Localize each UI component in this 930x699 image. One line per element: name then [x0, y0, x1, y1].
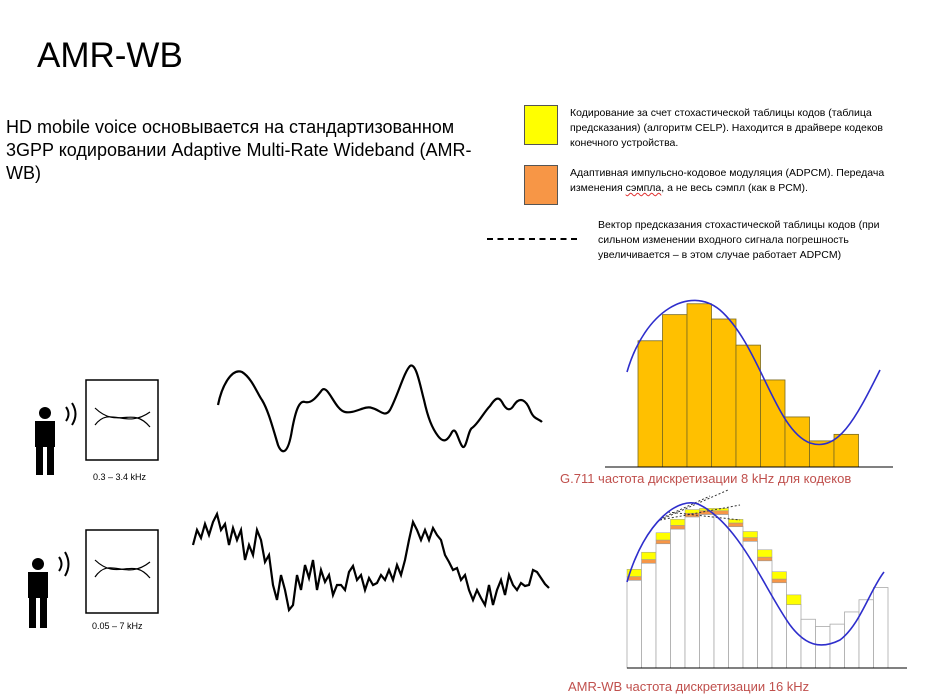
- person-icon: [28, 558, 48, 628]
- legend-dashed-text: Вектор предсказания стохастической таблицы кодов (при сильном изменении входного сигнала погрешность увеличивается – в этом случае работает ADPCM): [598, 219, 880, 261]
- bar-yellow: [656, 533, 671, 540]
- bar-orange: [642, 560, 657, 564]
- bar: [663, 315, 688, 467]
- bandpass-filter-icon: [86, 380, 158, 460]
- bar-base: [816, 627, 831, 668]
- chart-top-caption: G.711 частота дискретизации 8 kHz для кодеков: [560, 471, 852, 486]
- bar-base: [656, 544, 671, 668]
- chart-bottom-caption: AMR-WB частота дискретизации 16 kHz: [568, 679, 810, 694]
- bar-base: [787, 605, 802, 668]
- bar-yellow: [758, 550, 773, 557]
- bar-base: [685, 517, 700, 668]
- bar-orange: [729, 523, 744, 527]
- amrwb-chart: [627, 490, 907, 668]
- bar-orange: [743, 538, 758, 542]
- bar-base: [729, 527, 744, 668]
- person-icon: [35, 407, 55, 475]
- bar-base: [830, 624, 845, 668]
- sound-waves-icon: [66, 403, 76, 425]
- bar-base: [714, 514, 729, 668]
- bar-yellow: [671, 519, 686, 525]
- bar-orange: [772, 579, 787, 583]
- bar-base: [874, 588, 889, 668]
- bar-orange: [671, 525, 686, 529]
- bandpass-filter-icon: [86, 530, 158, 613]
- wideband-waveform: [193, 514, 549, 610]
- wideband-freq-label: 0.05 – 7 kHz: [92, 621, 143, 631]
- bar: [687, 304, 712, 467]
- bar-orange: [714, 511, 729, 515]
- sound-waves-icon: [59, 552, 69, 576]
- legend-yellow-text: Кодирование за счет стохастической таблицы кодов (таблица предсказания) (алгоритм CELP). Находится в драйвере кодеков конечного устройства.: [570, 107, 883, 149]
- bar-orange: [656, 540, 671, 544]
- bar: [712, 319, 737, 467]
- narrowband-freq-label: 0.3 – 3.4 kHz: [93, 472, 147, 482]
- bar-base: [700, 514, 715, 668]
- legend-orange-text: Адаптивная импульсно-кодовое модуляция (ADPCM). Передача изменения сэмпла, а не весь сэмпл (как в PCM).: [570, 167, 885, 194]
- bar-base: [859, 600, 874, 668]
- bar-base: [671, 529, 686, 668]
- bar: [834, 434, 859, 467]
- bar-yellow: [642, 552, 657, 559]
- g711-chart: [605, 300, 893, 467]
- bar: [761, 380, 786, 467]
- bar-base: [627, 580, 642, 668]
- bar-base: [758, 561, 773, 668]
- bar-yellow: [787, 595, 802, 605]
- bar-base: [642, 563, 657, 668]
- bar-yellow: [772, 572, 787, 579]
- bar: [638, 341, 663, 467]
- intro-text: HD mobile voice основывается на стандартизованном 3GPP кодировании Adaptive Multi-Rate Wideband (AMR-WB): [6, 117, 472, 183]
- narrowband-waveform: [218, 366, 542, 452]
- bar-yellow: [685, 510, 700, 514]
- page-title: AMR-WB: [37, 36, 183, 75]
- bar-orange: [758, 557, 773, 561]
- bar-yellow: [743, 532, 758, 538]
- bar-base: [772, 583, 787, 668]
